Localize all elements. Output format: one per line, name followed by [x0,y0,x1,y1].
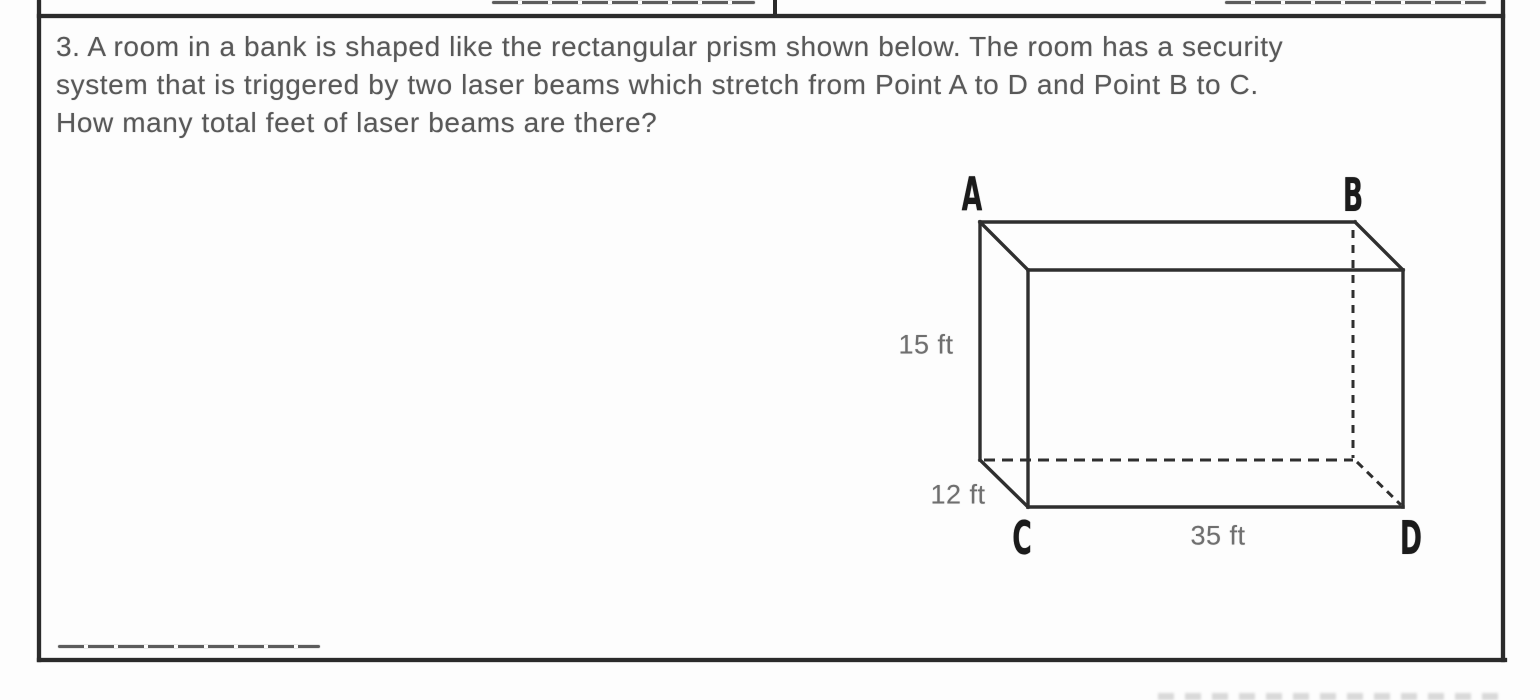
dimension-height-label: 15 ft [898,329,954,360]
dimension-depth-label: 12 ft [930,479,986,510]
dimension-length-label: 35 ft [1190,520,1246,551]
answer-blank [58,645,320,648]
vertex-label-b: B [1342,168,1364,222]
footer-watermark-cutoff [1158,693,1503,700]
edge-slant-bottom-left [980,460,1028,507]
edge-slant-top-left [980,222,1028,270]
vertex-label-d: D [1399,511,1423,565]
edge-slant-top-right [1355,222,1403,270]
question-line-1: 3. A room in a bank is shaped like the rectangular prism shown below. The room has a security [56,31,1284,62]
edge-slant-bottom-right-hidden [1357,462,1401,505]
vertex-label-a: A [961,167,983,221]
question-line-2: system that is triggered by two laser beams which stretch from Point A to D and Point B to C. [56,69,1259,100]
vertex-label-c: C [1012,511,1032,565]
question-line-3: How many total feet of laser beams are there? [56,107,658,138]
